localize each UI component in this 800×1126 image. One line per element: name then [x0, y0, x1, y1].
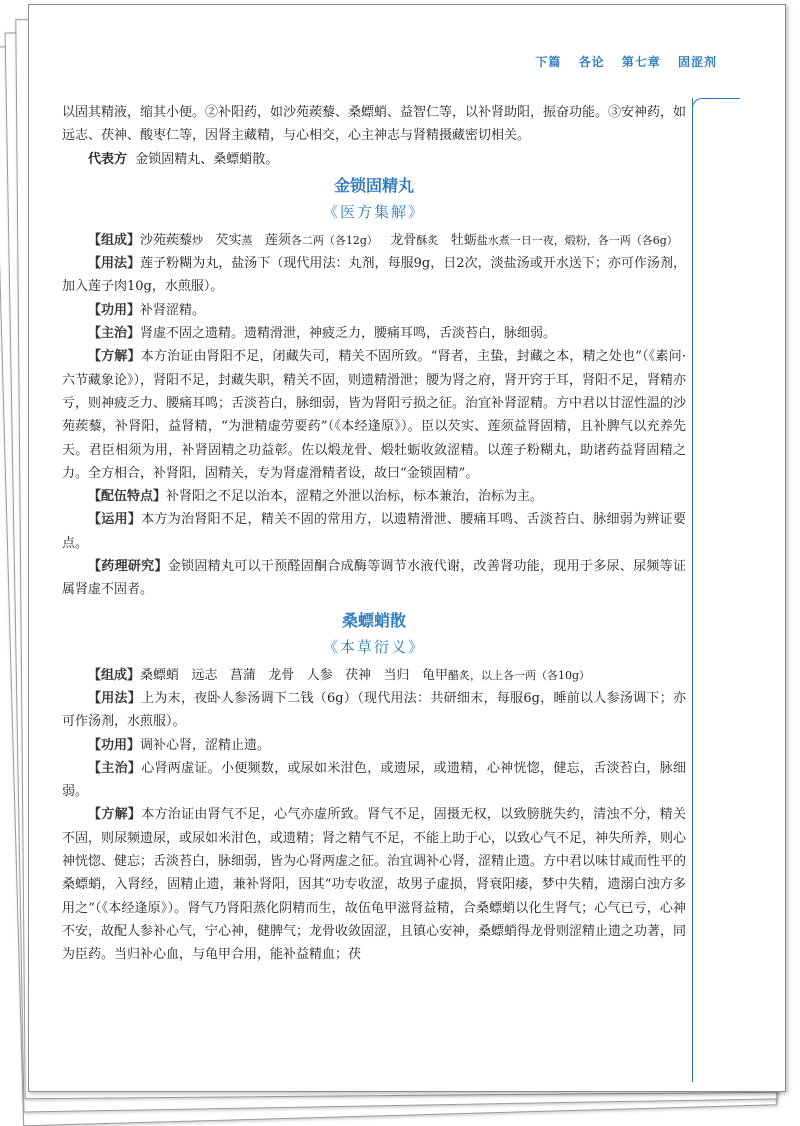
- formula1-pharmacology: [62, 555, 686, 602]
- herb: 牡蛎: [450, 232, 477, 248]
- formula1-composition: [62, 229, 686, 252]
- herb: 菖蒲: [229, 667, 256, 683]
- features-text: 补肾阳之不足以治本，涩精之外泄以治标，标本兼治，治标为主。: [166, 489, 544, 505]
- header-chapter: 第七章: [621, 55, 661, 69]
- herb: 龙骨: [390, 232, 417, 248]
- application-label: 【运用】: [88, 512, 142, 528]
- indication-label: 【主治】: [88, 326, 141, 342]
- function-label: 【功用】: [88, 737, 141, 753]
- representative-text: 金锁固精丸、桑螵蛸散。: [135, 151, 279, 167]
- representative-label: 代表方: [88, 151, 128, 167]
- herb: 茯神: [345, 667, 372, 683]
- formula1-function: [62, 299, 686, 322]
- header-chapter-title: 固涩剂: [677, 55, 717, 69]
- margin-rule-corner: [692, 98, 705, 111]
- formula1-features: [62, 485, 686, 508]
- indication-text: 肾虚不固之遗精。遗精滑泄，神疲乏力，腰痛耳鸣，舌淡苔白，脉细弱。: [140, 326, 557, 342]
- herb: 沙苑蒺藜: [140, 232, 193, 248]
- herb-prep: 醋炙，以上各一两（各10g）: [447, 668, 591, 682]
- header-part: 下篇: [535, 55, 562, 69]
- formula1-usage: [62, 252, 686, 299]
- herb-prep: 炒: [192, 233, 204, 247]
- formula2-source: 《本草衍义》: [322, 637, 425, 656]
- margin-rule-vertical: [692, 98, 693, 1082]
- formula1-source: 《医方集解》: [322, 202, 425, 221]
- application-text: 本方为治肾阳不足，精关不固的常用方，以遗精滑泄、腰痛耳鸣、舌淡苔白、脉细弱为辨证要点。: [62, 512, 686, 551]
- herb: 莲须: [264, 232, 291, 248]
- usage-text: 莲子粉糊为丸，盐汤下（现代用法：丸剂，每服9g，日2次，淡盐汤或开水送下；亦可作汤剂，加入莲子肉10g，水煎服）。: [62, 256, 686, 295]
- herb-prep: 蒸: [241, 233, 253, 247]
- formula2-title: 桑螵蛸散: [341, 610, 406, 630]
- formula1-application: [62, 508, 686, 555]
- features-label: 【配伍特点】: [88, 489, 167, 505]
- formula2-indication: [62, 757, 686, 804]
- formula1-indication: [62, 322, 686, 345]
- usage-label: 【用法】: [88, 690, 142, 706]
- formula2-usage: [62, 687, 686, 734]
- herb: 龙骨: [268, 667, 295, 683]
- analysis-label: 【方解】: [88, 349, 141, 365]
- herb: 远志: [191, 667, 218, 683]
- margin-rule-horizontal: [702, 98, 740, 99]
- herb-prep: 盐水煮一日一夜，煅粉，各一两（各6g）: [476, 233, 678, 247]
- herb: 人参: [306, 667, 333, 683]
- herb: 芡实: [215, 232, 242, 248]
- pharmacology-text: 金锁固精丸可以干预醛固酮合成酶等调节水液代谢，改善肾功能，现用于多尿、尿频等证属肾虚不固者。: [62, 559, 686, 598]
- herb: 龟甲: [421, 667, 448, 683]
- header-section: 各论: [578, 55, 605, 69]
- composition-label: 【组成】: [88, 667, 141, 683]
- indication-label: 【主治】: [88, 760, 142, 776]
- formula1-title: 金锁固精丸: [333, 175, 414, 195]
- intro-paragraph: 以固其精液，缩其小便。②补阳药，如沙苑蒺藜、桑螵蛸、益智仁等，以补肾助阳，振奋功能。③安神药，如远志、茯神、酸枣仁等，因肾主藏精，与心相交，心主神志与肾精摄藏密切相关。: [62, 105, 687, 144]
- formula2-function: [62, 734, 686, 757]
- pharmacology-label: 【药理研究】: [88, 559, 168, 575]
- running-header: [523, 53, 717, 70]
- herb: 桑螵蛸: [140, 667, 180, 683]
- function-text: 调补心肾，涩精止遗。: [140, 737, 271, 753]
- usage-text: 上为末，夜卧人参汤调下二钱（6g）（现代用法：共研细末，每服6g，睡前以人参汤调下；亦可作汤剂，水煎服）。: [62, 690, 686, 730]
- usage-label: 【用法】: [88, 256, 141, 272]
- herb-prep: 各二两（各12g）: [290, 233, 378, 247]
- composition-label: 【组成】: [88, 232, 141, 248]
- formula1-analysis: [62, 345, 686, 485]
- herb: 当归: [383, 667, 410, 683]
- herb-prep: 酥炙: [416, 233, 439, 247]
- indication-text: 心肾两虚证。小便频数，或尿如米泔色，或遗尿，或遗精，心神恍惚，健忘，舌淡苔白，脉细弱。: [62, 760, 686, 800]
- analysis-text: 本方治证由肾阳不足，闭藏失司，精关不固所致。“肾者，主蛰，封藏之本，精之处也”（《素问·六节藏象论》），肾阳不足，封藏失职，精关不固，则遗精滑泄；腰为肾之府，肾开窍于耳，肾阳不足，肾精亦亏，则神疲乏力、腰痛耳鸣；舌淡苔白，脉细弱，皆为肾阳亏损之征。治宜补肾涩精。方中君以甘涩性温的沙苑蒺藜，补肾阳，益肾精，“为泄精虚劳要药”（《本经逢原》）。臣以芡实、莲须益肾固精，且补脾气以充养先天。君臣相须为用，补肾固精之功益彰。佐以煅龙骨、煅牡蛎收敛涩精。以莲子粉糊丸，助诸药益肾固精之力。全方相合，补肾阳，固精关，专为肾虚滑精者设，故曰“金锁固精”。: [62, 349, 687, 481]
- analysis-text: 本方治证由肾气不足，心气亦虚所致。肾气不足，固摄无权，以致膀胱失约，清浊不分，精关不固，则尿频遗尿，或尿如米泔色，或遗精；肾之精气不足，不能上助于心，以致心气不足，神失所养，则心神恍惚、健忘；舌淡苔白，脉细弱，皆为心肾两虚之征。治宜调补心肾，涩精止遗。方中君以味甘咸而性平的桑螵蛸，入肾经，固精止遗，兼补肾阳，因其“功专收涩，故男子虚损，肾衰阳痿，梦中失精，遗溺白浊方多用之”（《本经逢原》）。肾气乃肾阳蒸化阴精而生，故伍龟甲滋肾益精，合桑螵蛸以化生肾气；心气已亏，心神不安，故配人参补心气，宁心神，健脾气；龙骨收敛固涩，且镇心安神，桑螵蛸得龙骨则涩精止遗之功著，同为臣药。当归补心血，与龟甲合用，能补益精血；茯: [62, 807, 687, 963]
- function-label: 【功用】: [88, 302, 141, 318]
- page-content: [62, 101, 686, 967]
- function-text: 补肾涩精。: [140, 302, 206, 318]
- analysis-label: 【方解】: [88, 807, 142, 823]
- formula2-analysis: [62, 803, 686, 966]
- representative-formulas: [62, 148, 686, 171]
- formula2-composition: [62, 664, 686, 687]
